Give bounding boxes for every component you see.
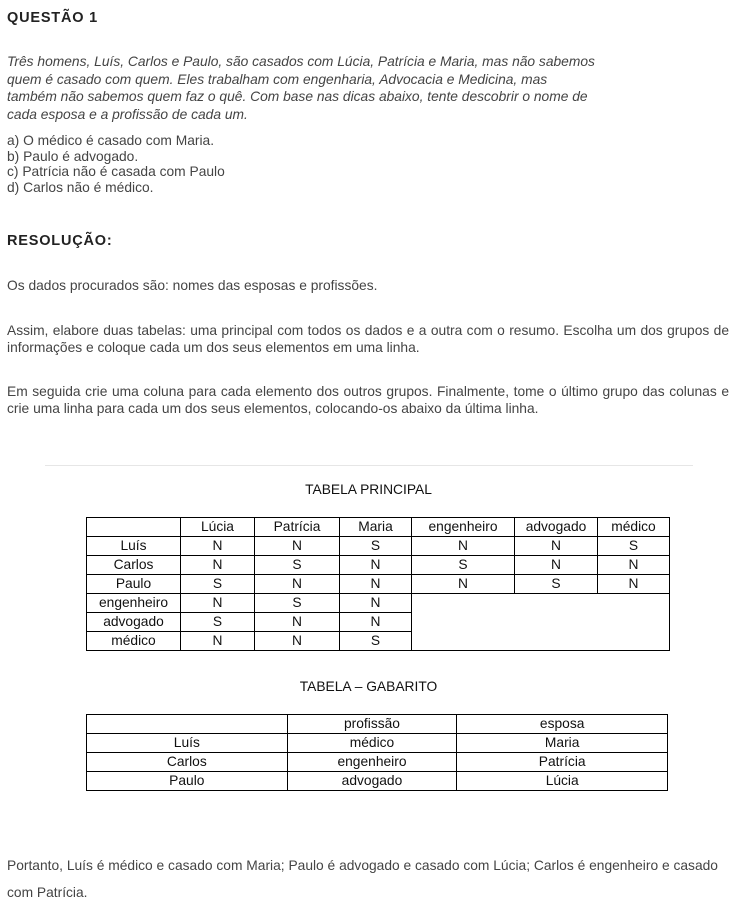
table-row — [87, 772, 668, 791]
row-label: Carlos — [87, 556, 181, 575]
table-cell: S — [181, 613, 255, 632]
table-row — [87, 632, 670, 651]
resolution-paragraph: Em seguida crie uma coluna para cada elemento dos outros grupos. Finalmente, tome o último grupo das colunas e crie uma linha para cada um dos seus elementos, colocando-os abaixo da última linha. — [7, 384, 729, 416]
table-cell: S — [255, 594, 340, 613]
row-label: Luís — [87, 734, 288, 753]
table-cell: S — [598, 537, 670, 556]
intro-line: também não sabemos quem faz o quê. Com base nas dicas abaixo, tente descobrir o nome de — [7, 89, 588, 104]
table-row — [87, 734, 668, 753]
resolution-paragraph: Os dados procurados são: nomes das esposas e profissões. — [7, 278, 378, 293]
table-cell: S — [255, 556, 340, 575]
table-cell: advogado — [287, 772, 457, 791]
clue-item: d) Carlos não é médico. — [7, 179, 154, 195]
resolution-paragraph: Assim, elabore duas tabelas: uma principal com todos os dados e a outra com o resumo. Escolha um dos grupos de informações e coloque cada um dos seus elementos em uma linha. — [7, 323, 729, 355]
question-heading: QUESTÃO 1 — [7, 10, 98, 26]
table-cell: N — [340, 594, 412, 613]
table-row — [87, 753, 668, 772]
table-row — [87, 594, 670, 613]
row-label: advogado — [87, 613, 181, 632]
table-cell: N — [181, 632, 255, 651]
divider — [45, 465, 693, 466]
empty-cell — [515, 613, 598, 632]
table-header-cell: Patrícia — [255, 518, 340, 537]
intro-line: quem é casado com quem. Eles trabalham com engenharia, Advocacia e Medicina, mas — [7, 71, 548, 87]
row-label: engenheiro — [87, 594, 181, 613]
table-header-cell — [87, 715, 288, 734]
table-cell: N — [255, 537, 340, 556]
table-header-cell: Maria — [340, 518, 412, 537]
table-cell: médico — [287, 734, 457, 753]
table-cell: S — [181, 575, 255, 594]
empty-cell — [412, 632, 515, 651]
table-cell: N — [181, 594, 255, 613]
table-header-cell: Lúcia — [181, 518, 255, 537]
row-label: Paulo — [87, 575, 181, 594]
table-cell: N — [515, 537, 598, 556]
table-cell: N — [255, 613, 340, 632]
table-row — [87, 613, 670, 632]
table-cell: N — [181, 556, 255, 575]
resolution-heading: RESOLUÇÃO: — [7, 233, 113, 249]
table-cell: Maria — [457, 734, 668, 753]
table-cell: N — [412, 537, 515, 556]
row-label: Luís — [87, 537, 181, 556]
table-header-row — [87, 715, 668, 734]
table-header-cell: profissão — [287, 715, 457, 734]
table-cell: N — [181, 537, 255, 556]
clue-item: c) Patrícia não é casada com Paulo — [7, 164, 225, 180]
main-table-title: TABELA PRINCIPAL — [305, 482, 432, 497]
table-cell: N — [340, 556, 412, 575]
row-label: Carlos — [87, 753, 288, 772]
table-row — [87, 556, 670, 575]
table-cell: N — [340, 575, 412, 594]
empty-cell — [598, 594, 670, 613]
table-cell: Lúcia — [457, 772, 668, 791]
table-header-cell — [87, 518, 181, 537]
clue-item: a) O médico é casado com Maria. — [7, 133, 215, 148]
conclusion-paragraph: Portanto, Luís é médico e casado com Maria; Paulo é advogado e casado com Lúcia; Carlos é engenheiro e casado com Patrícia. — [7, 858, 718, 900]
table-cell: Patrícia — [457, 753, 668, 772]
table-cell: S — [340, 537, 412, 556]
table-header-row — [87, 518, 670, 537]
empty-cell — [598, 613, 670, 632]
row-label: médico — [87, 632, 181, 651]
question-intro — [7, 53, 729, 123]
table-header-cell: engenheiro — [412, 518, 515, 537]
table-header-cell: esposa — [457, 715, 668, 734]
empty-cell — [412, 594, 515, 613]
clue-item: b) Paulo é advogado. — [7, 148, 139, 164]
empty-cell — [515, 594, 598, 613]
table-cell: N — [598, 575, 670, 594]
table-cell: N — [515, 556, 598, 575]
answer-table-title: TABELA – GABARITO — [299, 679, 438, 694]
main-table — [86, 517, 670, 651]
table-header-cell: médico — [598, 518, 670, 537]
table-row — [87, 575, 670, 594]
table-row — [87, 537, 670, 556]
table-cell: N — [598, 556, 670, 575]
intro-line: Três homens, Luís, Carlos e Paulo, são casados com Lúcia, Patrícia e Maria, mas não sabemos — [7, 54, 595, 69]
table-header-cell: advogado — [515, 518, 598, 537]
table-cell: engenheiro — [287, 753, 457, 772]
intro-line: cada esposa e a profissão de cada um. — [7, 106, 248, 122]
table-cell: N — [255, 575, 340, 594]
answer-table — [86, 714, 668, 791]
empty-cell — [412, 613, 515, 632]
table-cell: N — [412, 575, 515, 594]
table-cell: S — [340, 632, 412, 651]
table-cell: N — [255, 632, 340, 651]
table-cell: N — [340, 613, 412, 632]
clue-list — [7, 133, 225, 195]
row-label: Paulo — [87, 772, 288, 791]
table-cell: S — [515, 575, 598, 594]
empty-cell — [515, 632, 598, 651]
table-cell: S — [412, 556, 515, 575]
empty-cell — [598, 632, 670, 651]
